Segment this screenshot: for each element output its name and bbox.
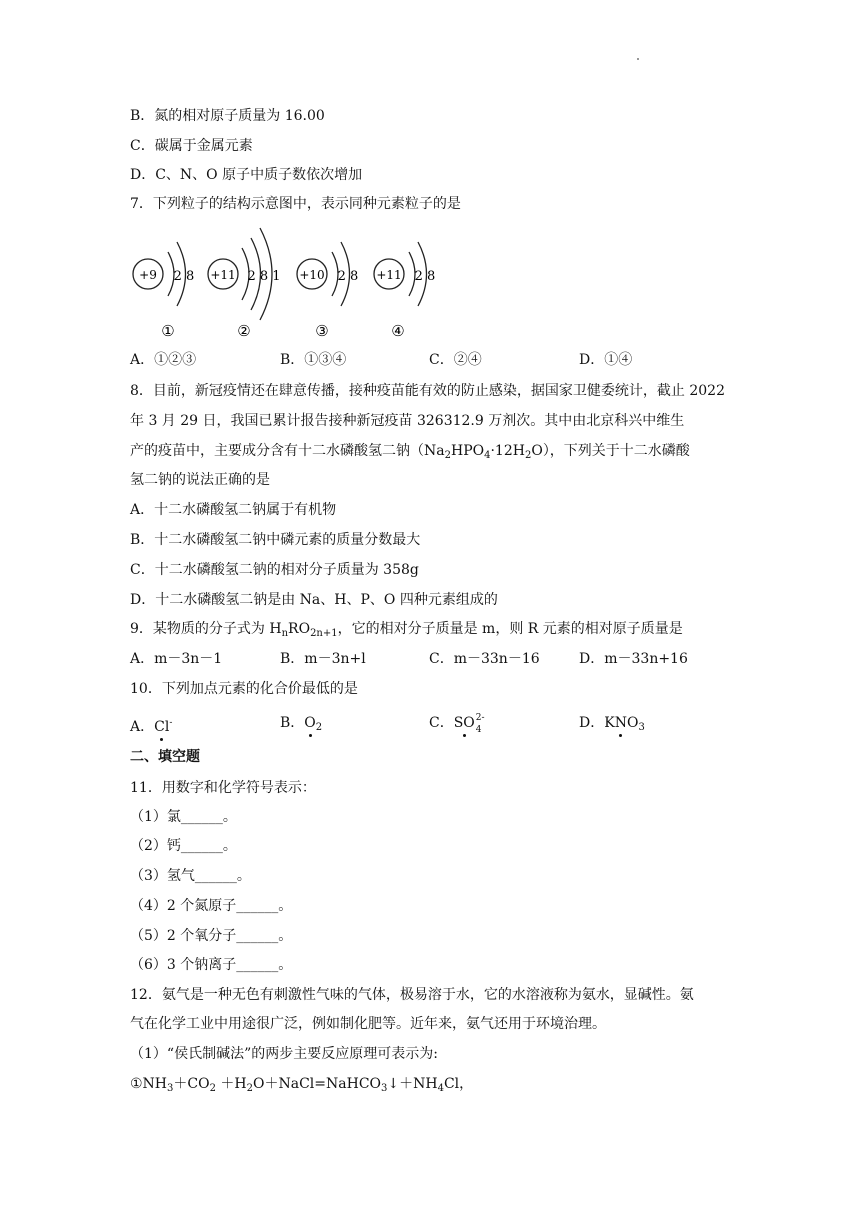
q12-equation-1: $①NH_3+CO_2$ $+H_2O+NaCl=NaHCO_3↓+NH_4Cl$， — [130, 1076, 474, 1094]
atom-3-shells: 2 8 — [337, 269, 359, 284]
q8-stem-line-4: 氢二钠的说法正确的是 — [130, 472, 270, 488]
q10-stem: 10．下列加点元素的化合价最低的是 — [130, 681, 358, 697]
q9-option-c: C．m－33n－16 — [429, 651, 540, 667]
q7-atom-diagrams — [128, 224, 448, 344]
atom-3-nucleus: +10 — [299, 268, 325, 282]
atom-2-shells: 2 8 1 — [247, 269, 281, 284]
q7-option-c: C．②④ — [429, 352, 482, 368]
atom-2-nucleus: +11 — [210, 268, 236, 282]
q7-option-b: B．①③④ — [280, 352, 347, 368]
q8-formula: $Na_2HPO_4\cdot 12H_2O$ — [424, 443, 543, 461]
page-mark — [637, 58, 639, 60]
q10-option-a: A．Cl- — [130, 718, 173, 735]
q12-stem-line-2: 气在化学工业中用途很广泛，例如制化肥等。近年来，氨气还用于环境治理。 — [130, 1016, 606, 1032]
q7-option-d: D．①④ — [579, 352, 633, 368]
atom-1-shells: 2 8 — [173, 269, 195, 284]
q8-stem-line-2: 年 3 月 29 日，我国已累计报告接种新冠疫苗 326312.9 万剂次。其中由北京科兴中维生 — [130, 413, 685, 429]
q9-option-b: B．m－3n+l — [280, 651, 366, 667]
q8-stem-text-after: ），下列关于十二水磷酸 — [542, 443, 690, 459]
q10-option-d: D．$KNO_3$ — [579, 715, 645, 733]
q8-stem-line-1: 8．目前，新冠疫情还在肆意传播，接种疫苗能有效的防止感染，据国家卫健委统计，截止 2022 — [130, 383, 725, 399]
q11-item-5: （5）2 个氧分子______。 — [130, 928, 293, 944]
q11-item-3: （3）氢气______。 — [130, 868, 251, 884]
q8-option-c: C．十二水磷酸氢二钠的相对分子质量为 358g — [130, 562, 419, 578]
atom-3-label: ③ — [315, 322, 329, 340]
atom-2-label: ② — [237, 322, 251, 340]
q12-part-1: （1）“侯氏制碱法”的两步主要反应原理可表示为: — [130, 1046, 438, 1062]
q9-stem: 9．某物质的分子式为 $H_nRO_{2n+1}$，它的相对分子质量是 m，则 R 元素的相对原子质量是 — [130, 621, 683, 639]
q12-stem-line-1: 12．氨气是一种无色有刺激性气味的气体，极易溶于水，它的水溶液称为氨水，显碱性。氨 — [130, 987, 694, 1003]
q8-stem-text-before: 产的疫苗中，主要成分含有十二水磷酸氢二钠（ — [130, 443, 424, 459]
atom-4-nucleus: +11 — [376, 268, 402, 282]
q6-option-d: D．C、N、O 原子中质子数依次增加 — [130, 167, 363, 183]
q8-option-b: B．十二水磷酸氢二钠中磷元素的质量分数最大 — [130, 532, 421, 548]
q11-item-4: （4）2 个氮原子______。 — [130, 898, 293, 914]
atom-4-shells: 2 8 — [414, 269, 436, 284]
atom-4-label: ④ — [391, 322, 405, 340]
q8-option-a: A．十二水磷酸氢二钠属于有机物 — [130, 502, 337, 518]
q9-option-d: D．m－33n+16 — [579, 651, 688, 667]
atom-1-nucleus: +9 — [139, 268, 157, 282]
q7-stem: 7．下列粒子的结构示意图中，表示同种元素粒子的是 — [130, 196, 461, 212]
q11-item-6: （6）3 个钠离子______。 — [130, 957, 293, 973]
q9-option-a: A．m－3n－1 — [130, 651, 223, 667]
q10-option-b: B．$O_2$ — [280, 715, 323, 733]
q8-option-d: D．十二水磷酸氢二钠是由 Na、H、P、O 四种元素组成的 — [130, 592, 498, 608]
section-heading-fill-in: 二、填空题 — [130, 749, 200, 765]
q11-item-2: （2）钙______。 — [130, 838, 237, 854]
q11-stem: 11．用数字和化学符号表示： — [130, 780, 316, 796]
q7-option-a: A．①②③ — [130, 352, 197, 368]
q8-stem-line-3 — [130, 442, 690, 465]
q6-option-b: B．氮的相对原子质量为 16.00 — [130, 108, 325, 124]
atom-1-label: ① — [161, 322, 175, 340]
q11-item-1: （1）氯______。 — [130, 809, 237, 825]
q6-option-c: C．碳属于金属元素 — [130, 138, 253, 154]
q10-option-c: C．SO 2- 4 — [429, 713, 485, 735]
